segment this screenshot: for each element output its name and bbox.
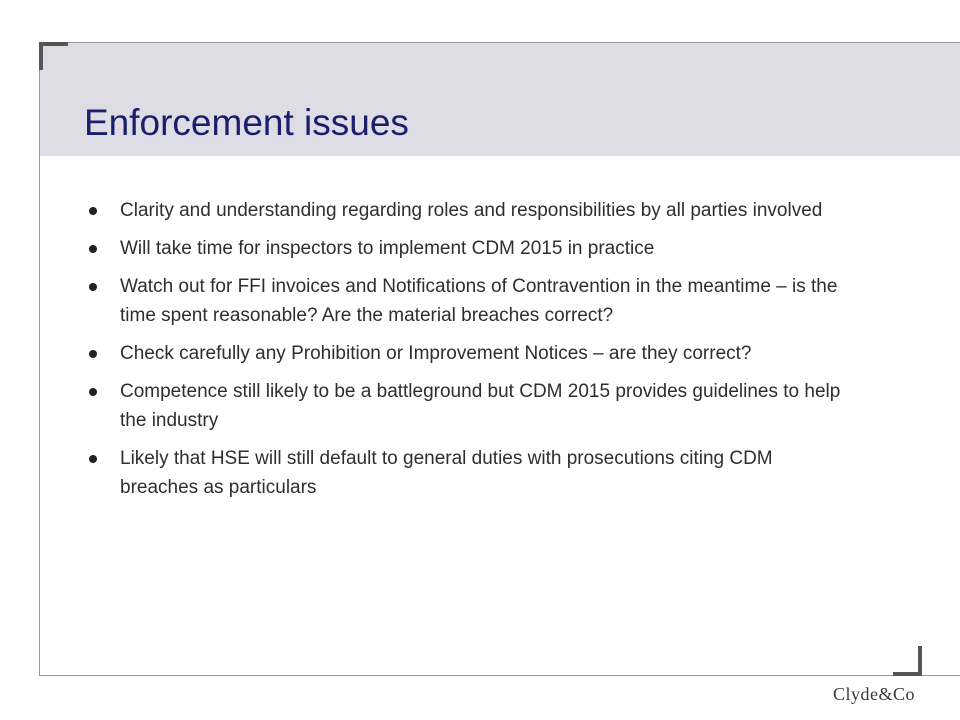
bullet-item [82,234,842,263]
bullet-icon [89,283,97,291]
bullet-icon [89,388,97,396]
corner-bracket-bottom-right [893,672,922,676]
bullet-icon [89,245,97,253]
bullet-text: Will take time for inspectors to implement CDM 2015 in practice [120,238,655,259]
bullet-icon [89,350,97,358]
bullet-item [82,444,842,502]
bullet-text: Clarity and understanding regarding roles and responsibilities by all parties involved [120,200,823,221]
bullet-item [82,339,842,368]
bullet-icon [89,455,97,463]
company-logo: Clyde&Co [833,684,916,704]
bullet-text: Check carefully any Prohibition or Improvement Notices – are they correct? [120,343,752,364]
bullet-item [82,272,842,330]
bullet-text: Watch out for FFI invoices and Notifications of Contravention in the meantime – is the time spent reasonable? Are the material breaches correct? [120,276,838,326]
bullet-item [82,196,842,225]
corner-bracket-top-left [39,42,43,70]
corner-bracket-bottom-right [918,646,922,675]
bullet-list [82,196,842,511]
bullet-text: Likely that HSE will still default to general duties with prosecutions citing CDM breaches as particulars [120,448,773,498]
slide-title: Enforcement issues [84,102,409,143]
bullet-text: Competence still likely to be a battleground but CDM 2015 provides guidelines to help the industry [120,381,841,431]
bullet-icon [89,207,97,215]
bullet-item [82,377,842,435]
corner-bracket-top-left [39,42,68,46]
